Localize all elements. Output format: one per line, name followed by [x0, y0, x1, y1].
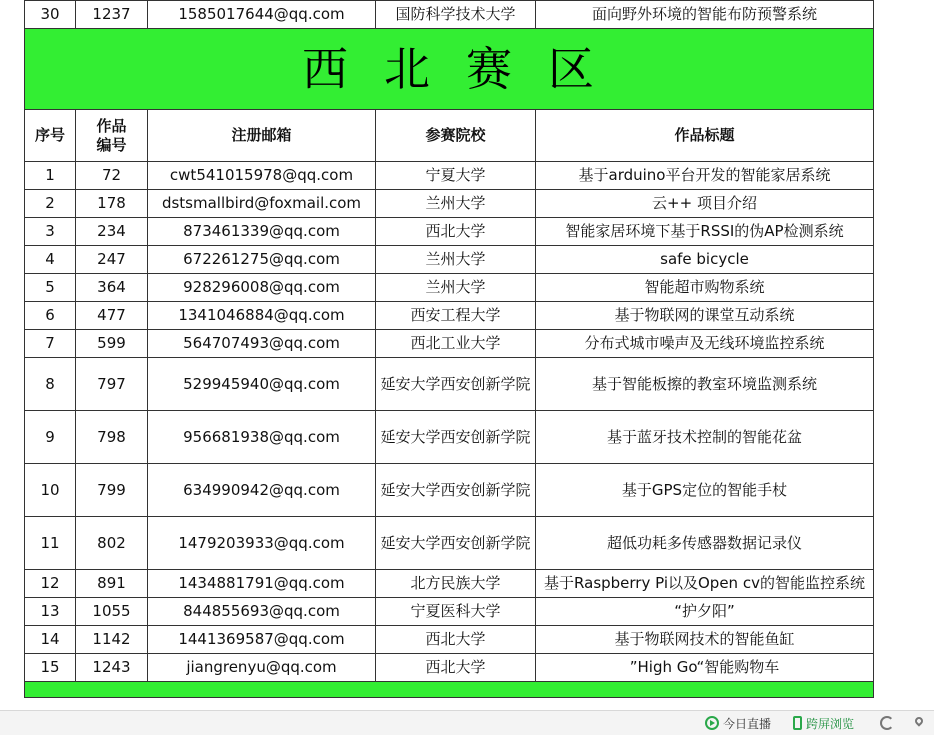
cell-email: cwt541015978@qq.com: [148, 162, 376, 190]
cross-screen-label: 跨屏浏览: [806, 716, 855, 731]
cell-school: 宁夏大学: [376, 162, 536, 190]
cell-school: 西北大学: [376, 218, 536, 246]
cell-id: 477: [76, 302, 148, 330]
contest-results-table: [24, 0, 874, 698]
cell-title: 分布式城市噪声及无线环境监控系统: [536, 330, 874, 358]
cell-no: 9: [25, 411, 76, 464]
header-school: 参赛院校: [376, 110, 536, 162]
cell-id: 1243: [76, 654, 148, 682]
header-no: 序号: [25, 110, 76, 162]
table-row: [25, 654, 874, 682]
table-row: [25, 190, 874, 218]
cell-no: 4: [25, 246, 76, 274]
cell-title: 基于蓝牙技术控制的智能花盆: [536, 411, 874, 464]
cell-school: 西北工业大学: [376, 330, 536, 358]
table-row: [25, 517, 874, 570]
cell-title: 基于arduino平台开发的智能家居系统: [536, 162, 874, 190]
table-row: [25, 246, 874, 274]
cell-no: 12: [25, 570, 76, 598]
cell-school: 兰州大学: [376, 246, 536, 274]
cell-no: 5: [25, 274, 76, 302]
cell-school: 西安工程大学: [376, 302, 536, 330]
header-email: 注册邮箱: [148, 110, 376, 162]
table-row: [25, 330, 874, 358]
cell-id: 797: [76, 358, 148, 411]
cell-email: 634990942@qq.com: [148, 464, 376, 517]
cell-id: 1237: [76, 1, 148, 29]
cell-email: 672261275@qq.com: [148, 246, 376, 274]
table-row: [25, 218, 874, 246]
cell-email: jiangrenyu@qq.com: [148, 654, 376, 682]
cell-email: 928296008@qq.com: [148, 274, 376, 302]
pin-icon: [912, 716, 926, 730]
cell-title: 云++ 项目介绍: [536, 190, 874, 218]
play-circle-icon: [705, 716, 719, 730]
cell-school: 宁夏医科大学: [376, 598, 536, 626]
table-row: [25, 464, 874, 517]
cell-school: 西北大学: [376, 626, 536, 654]
cell-title: 基于物联网的课堂互动系统: [536, 302, 874, 330]
cell-school: 北方民族大学: [376, 570, 536, 598]
next-region-banner: [25, 682, 874, 698]
next-region-strip: [25, 682, 874, 698]
phone-icon: [793, 716, 802, 730]
cell-no: 30: [25, 1, 76, 29]
table-row: [25, 411, 874, 464]
table-row: [25, 570, 874, 598]
cell-title: 面向野外环境的智能布防预警系统: [536, 1, 874, 29]
cell-school: 延安大学西安创新学院: [376, 464, 536, 517]
cell-no: 14: [25, 626, 76, 654]
refresh-button[interactable]: [880, 714, 894, 732]
cell-title: 基于Raspberry Pi以及Open cv的智能监控系统: [536, 570, 874, 598]
cell-id: 1055: [76, 598, 148, 626]
cell-email: 1585017644@qq.com: [148, 1, 376, 29]
cell-school: 兰州大学: [376, 274, 536, 302]
header-id: 作品 编号: [76, 110, 148, 162]
header-row: [25, 110, 874, 162]
cell-id: 599: [76, 330, 148, 358]
region-banner-row: [25, 29, 874, 110]
cell-email: 956681938@qq.com: [148, 411, 376, 464]
cell-id: 364: [76, 274, 148, 302]
table-row: [25, 162, 874, 190]
cell-no: 6: [25, 302, 76, 330]
cell-no: 1: [25, 162, 76, 190]
live-button[interactable]: [705, 714, 771, 732]
cell-title: 基于物联网技术的智能鱼缸: [536, 626, 874, 654]
cell-no: 13: [25, 598, 76, 626]
cell-id: 247: [76, 246, 148, 274]
cell-title: 智能超市购物系统: [536, 274, 874, 302]
cell-email: 1341046884@qq.com: [148, 302, 376, 330]
cell-id: 178: [76, 190, 148, 218]
cell-email: 1479203933@qq.com: [148, 517, 376, 570]
pin-button[interactable]: [912, 714, 926, 732]
cell-school: 兰州大学: [376, 190, 536, 218]
cell-id: 802: [76, 517, 148, 570]
cell-email: 873461339@qq.com: [148, 218, 376, 246]
cell-title: 超低功耗多传感器数据记录仪: [536, 517, 874, 570]
cell-id: 799: [76, 464, 148, 517]
cell-no: 2: [25, 190, 76, 218]
cell-title: “护夕阳”: [536, 598, 874, 626]
table-row: [25, 626, 874, 654]
browser-status-bar: [0, 710, 934, 735]
cell-email: 844855693@qq.com: [148, 598, 376, 626]
cell-id: 891: [76, 570, 148, 598]
cell-no: 7: [25, 330, 76, 358]
cell-id: 798: [76, 411, 148, 464]
cell-no: 8: [25, 358, 76, 411]
cell-school: 西北大学: [376, 654, 536, 682]
cell-no: 3: [25, 218, 76, 246]
cell-no: 11: [25, 517, 76, 570]
cell-id: 72: [76, 162, 148, 190]
table-row: [25, 358, 874, 411]
cell-school: 国防科学技术大学: [376, 1, 536, 29]
cell-school: 延安大学西安创新学院: [376, 411, 536, 464]
cell-no: 10: [25, 464, 76, 517]
cell-email: 529945940@qq.com: [148, 358, 376, 411]
cell-title: 智能家居环境下基于RSSI的伪AP检测系统: [536, 218, 874, 246]
cell-email: 1441369587@qq.com: [148, 626, 376, 654]
header-title: 作品标题: [536, 110, 874, 162]
refresh-icon: [880, 716, 894, 730]
cell-no: 15: [25, 654, 76, 682]
table-row: [25, 274, 874, 302]
cell-email: 564707493@qq.com: [148, 330, 376, 358]
cell-title: 基于智能板擦的教室环境监测系统: [536, 358, 874, 411]
cross-screen-button[interactable]: [793, 714, 854, 732]
cell-title: 基于GPS定位的智能手杖: [536, 464, 874, 517]
live-label: 今日直播: [723, 716, 772, 731]
cell-email: dstsmallbird@foxmail.com: [148, 190, 376, 218]
table-row: [25, 302, 874, 330]
cell-school: 延安大学西安创新学院: [376, 358, 536, 411]
cell-id: 234: [76, 218, 148, 246]
table-row: [25, 1, 874, 29]
cell-id: 1142: [76, 626, 148, 654]
cell-title: safe bicycle: [536, 246, 874, 274]
cell-email: 1434881791@qq.com: [148, 570, 376, 598]
cell-title: ”High Go“智能购物车: [536, 654, 874, 682]
cell-school: 延安大学西安创新学院: [376, 517, 536, 570]
table-row: [25, 598, 874, 626]
region-title: 西北赛区: [25, 29, 874, 110]
